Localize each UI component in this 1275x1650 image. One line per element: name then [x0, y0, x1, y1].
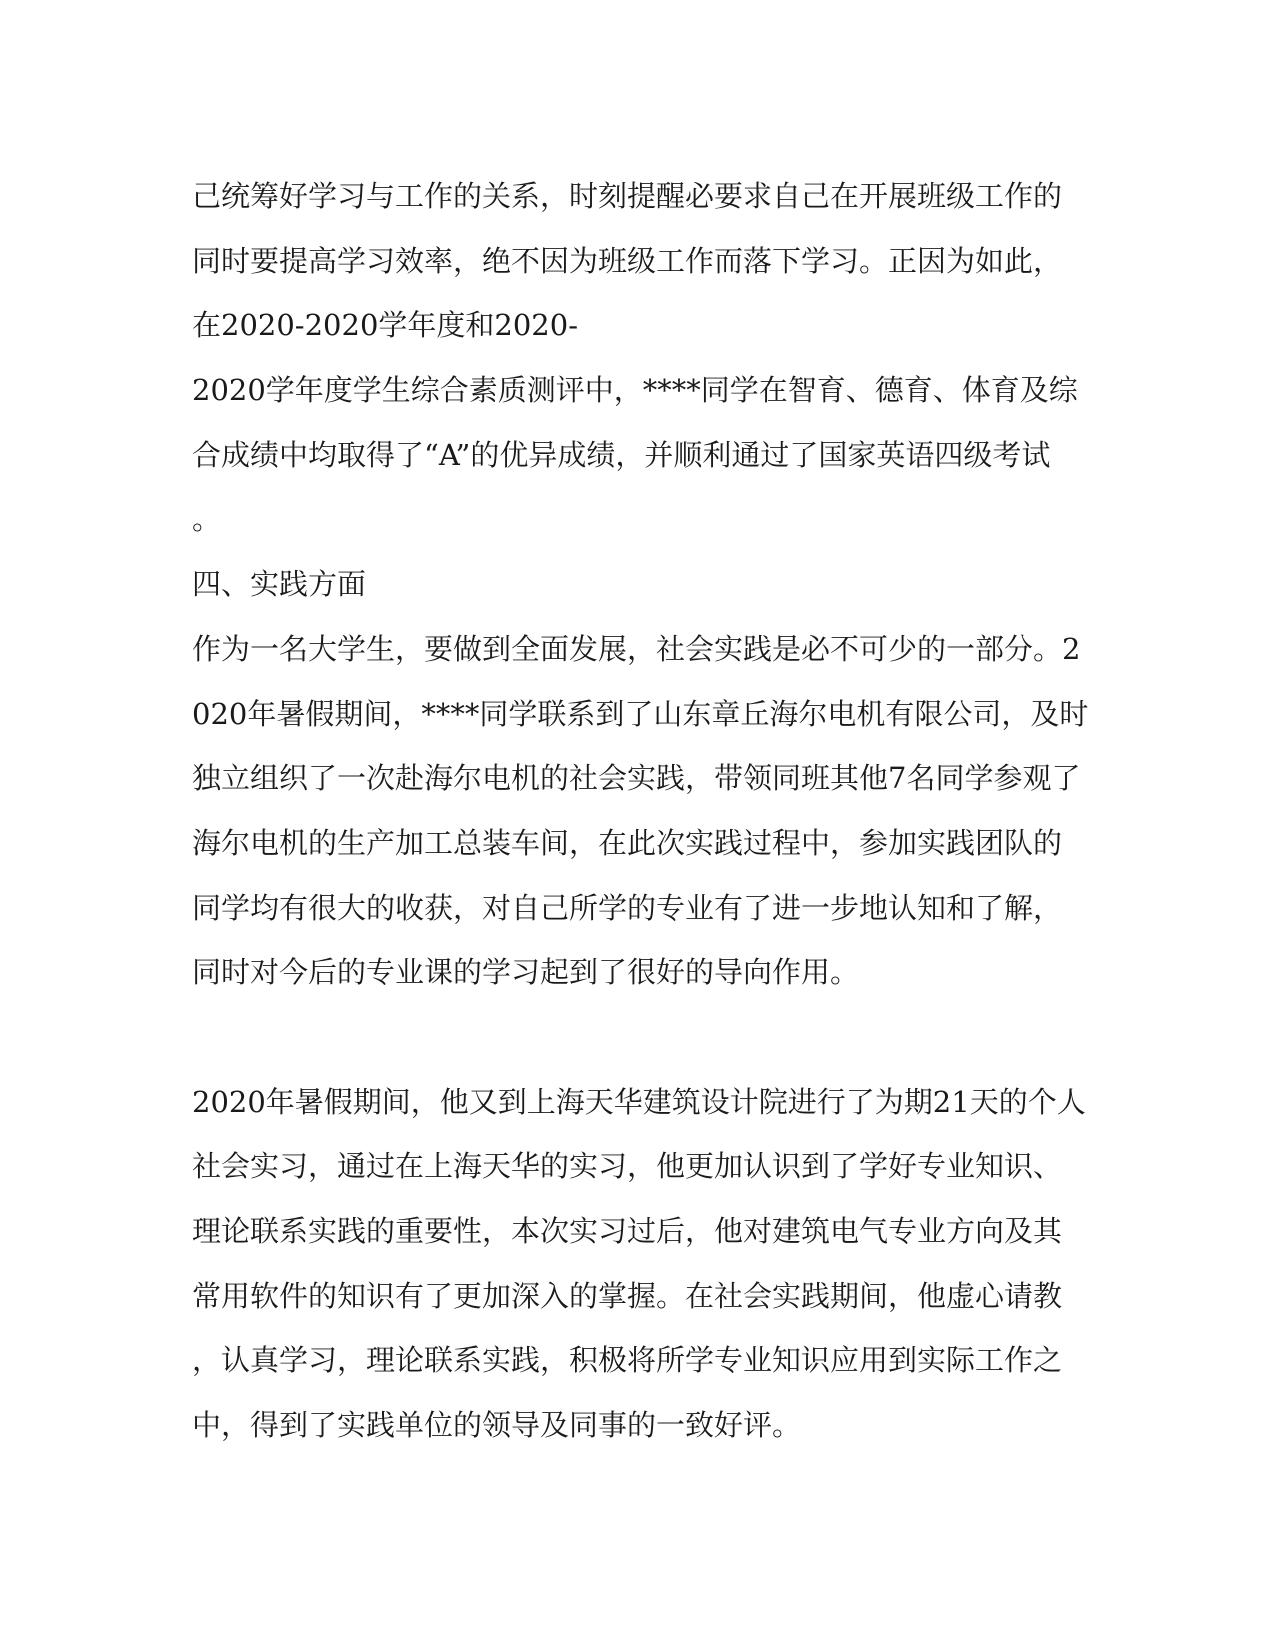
paragraph-internship	[192, 1070, 1092, 1458]
text-line: 。	[192, 502, 222, 537]
text-line: 己统筹好学习与工作的关系，时刻提醒必要求自己在开展班级工作的	[192, 179, 1063, 213]
text-line: 社会实习，通过在上海天华的实习，他更加认识到了学好专业知识、	[192, 1149, 1063, 1184]
text-line: 中，得到了实践单位的领导及同事的一致好评。	[192, 1408, 802, 1443]
text-line: 2020年暑假期间，他又到上海天华建筑设计院进行了为期21天的个人	[192, 1084, 1086, 1119]
document-body	[192, 164, 1092, 1458]
text-line: 理论联系实践的重要性，本次实习过后，他对建筑电气专业方向及其	[192, 1214, 1063, 1248]
text-line: 同时要提高学习效率，绝不因为班级工作而落下学习。正因为如此，	[192, 243, 1063, 278]
text-line: 020年暑假期间，****同学联系到了山东章丘海尔电机有限公司，及时	[192, 696, 1089, 731]
text-line: 海尔电机的生产加工总装车间，在此次实践过程中，参加实践团队的	[192, 825, 1063, 860]
text-line: 作为一名大学生，要做到全面发展，社会实践是必不可少的一部分。2	[192, 631, 1081, 666]
paragraph-practice	[192, 617, 1092, 1005]
text-line: 合成绩中均取得了“A”的优异成绩，并顺利通过了国家英语四级考试	[192, 437, 1051, 472]
paragraph-study	[192, 164, 1092, 552]
text-line: 同学均有很大的收获，对自己所学的专业有了进一步地认知和了解，	[192, 890, 1063, 925]
section-heading: 四、实践方面	[192, 567, 367, 602]
text-line: ，认真学习，理论联系实践，积极将所学专业知识应用到实际工作之	[192, 1343, 1063, 1378]
text-line: 2020学年度学生综合素质测评中，****同学在智育、德育、体育及综	[192, 373, 1078, 408]
text-line: 独立组织了一次赴海尔电机的社会实践，带领同班其他7名同学参观了	[192, 761, 1081, 796]
paragraph-gap	[192, 1005, 1092, 1070]
text-line: 常用软件的知识有了更加深入的掌握。在社会实践期间，他虚心请教	[192, 1278, 1063, 1313]
text-line: 在2020-2020学年度和2020-	[192, 308, 579, 343]
text-line: 同时对今后的专业课的学习起到了很好的导向作用。	[192, 955, 860, 990]
